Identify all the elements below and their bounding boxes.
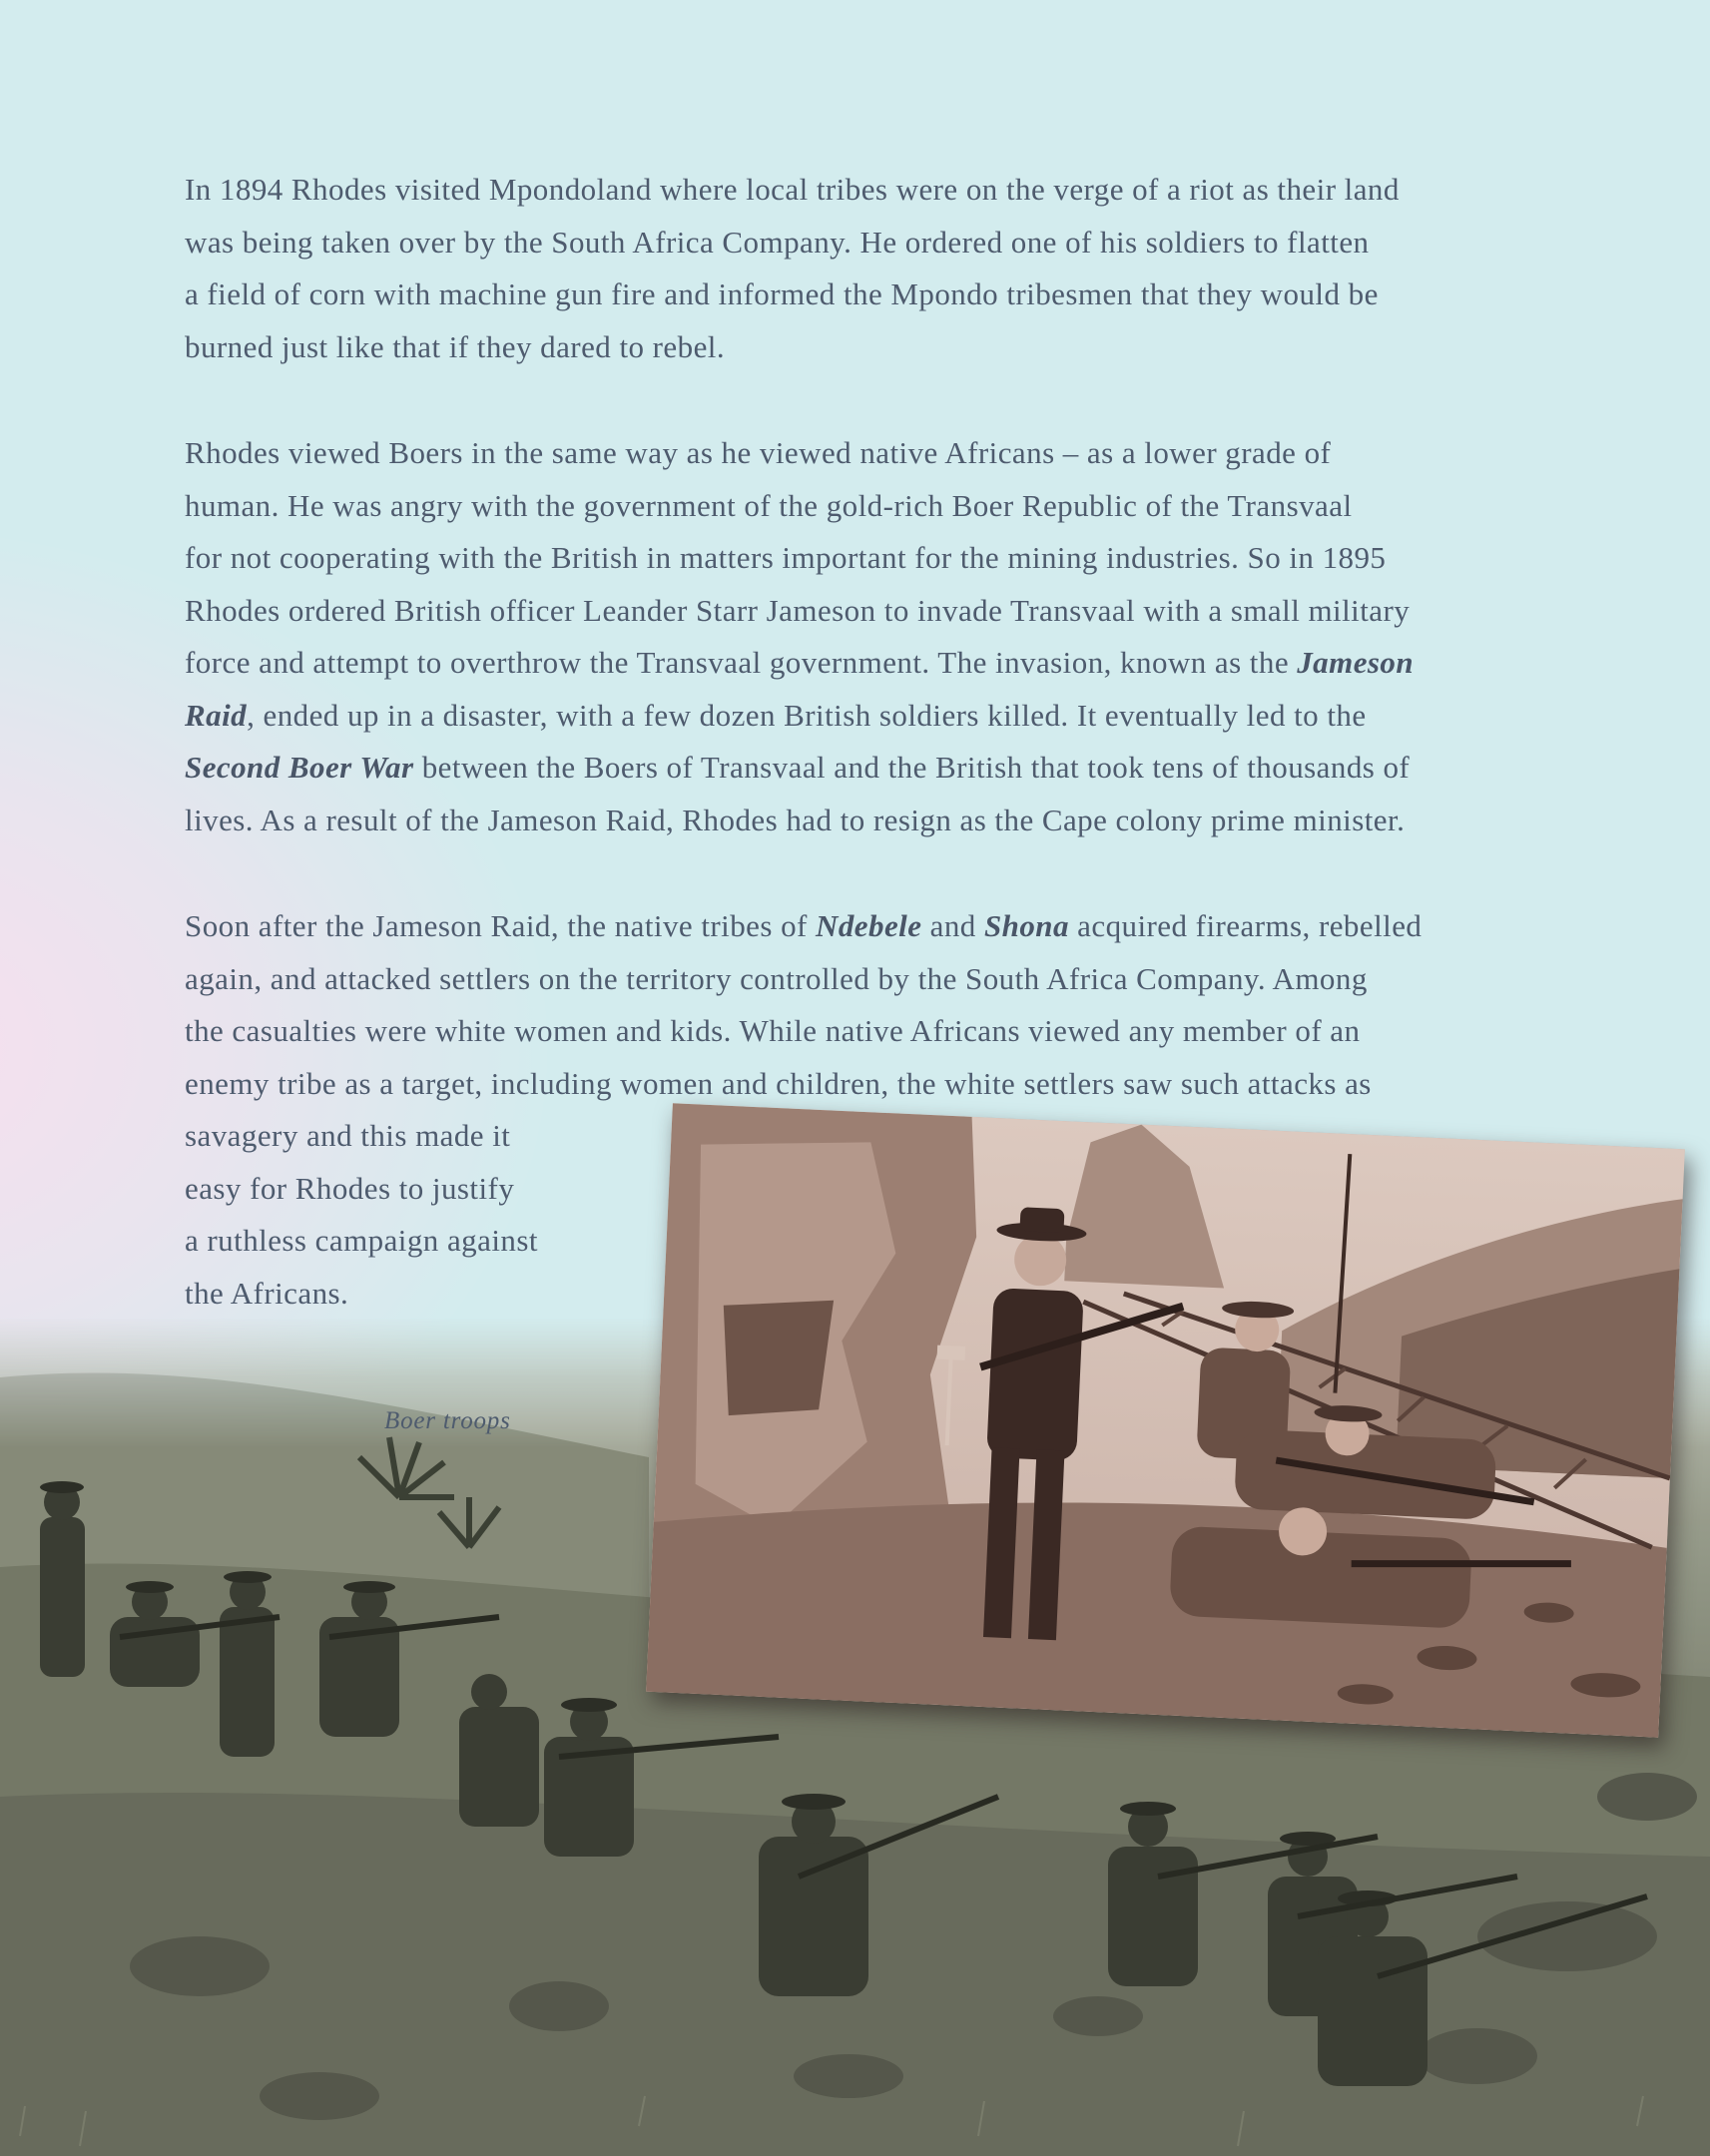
- text-line: was being taken over by the South Africa Company. He ordered one of his soldiers to flatten: [185, 224, 1370, 260]
- text-line: easy for Rhodes to justify: [185, 1170, 515, 1206]
- text-line: burned just like that if they dared to rebel.: [185, 328, 726, 364]
- term-jameson: Jameson: [1297, 645, 1415, 680]
- term-raid: Raid: [185, 697, 248, 733]
- text-line: again, and attacked settlers on the territory controlled by the South Africa Company. Among: [185, 960, 1368, 996]
- text-segment: , ended up in a disaster, with a few dozen British soldiers killed. It eventually led to the: [247, 697, 1367, 733]
- text-line: enemy tribe as a target, including women and children, the white settlers saw such attacks as: [185, 1065, 1372, 1101]
- text-line: the Africans.: [185, 1275, 349, 1311]
- paragraph-ndebele-shona: [185, 900, 1582, 1320]
- paragraph-jameson-raid: [185, 427, 1582, 846]
- term-shona: Shona: [983, 908, 1069, 943]
- text-line: Rhodes viewed Boers in the same way as he viewed native Africans – as a lower grade of: [185, 435, 1332, 470]
- text-segment: Soon after the Jameson Raid, the native tribes of: [185, 908, 817, 943]
- text-segment: force and attempt to overthrow the Transvaal government. The invasion, known as the: [185, 645, 1298, 680]
- text-line: Rhodes ordered British officer Leander Starr Jameson to invade Transvaal with a small military: [185, 592, 1411, 628]
- text-line: a field of corn with machine gun fire and informed the Mpondo tribesmen that they would be: [185, 276, 1379, 311]
- term-ndebele: Ndebele: [816, 908, 922, 943]
- text-segment: between the Boers of Transvaal and the British that took tens of thousands of: [413, 750, 1411, 785]
- text-segment: and: [921, 908, 984, 943]
- term-second-boer-war: Second Boer War: [185, 750, 414, 785]
- text-line: [185, 637, 1582, 690]
- text-line: [185, 690, 1582, 743]
- text-line: savagery and this made it: [185, 1118, 511, 1153]
- paragraph-mpondoland: [185, 164, 1582, 373]
- text-line: for not cooperating with the British in matters important for the mining industries. So in 1895: [185, 540, 1387, 575]
- caption-boer-troops: Boer troops: [384, 1407, 511, 1434]
- text-line: human. He was angry with the government of the gold-rich Boer Republic of the Transvaal: [185, 487, 1353, 523]
- text-line: [185, 900, 1582, 953]
- text-line: lives. As a result of the Jameson Raid, Rhodes had to resign as the Cape colony prime minister.: [185, 802, 1406, 837]
- text-line: a ruthless campaign against: [185, 1223, 538, 1258]
- text-line: the casualties were white women and kids. While native Africans viewed any member of an: [185, 1013, 1361, 1048]
- text-segment: acquired firearms, rebelled: [1068, 908, 1423, 943]
- text-line: In 1894 Rhodes visited Mpondoland where local tribes were on the verge of a riot as their land: [185, 172, 1400, 207]
- text-line: [185, 742, 1582, 795]
